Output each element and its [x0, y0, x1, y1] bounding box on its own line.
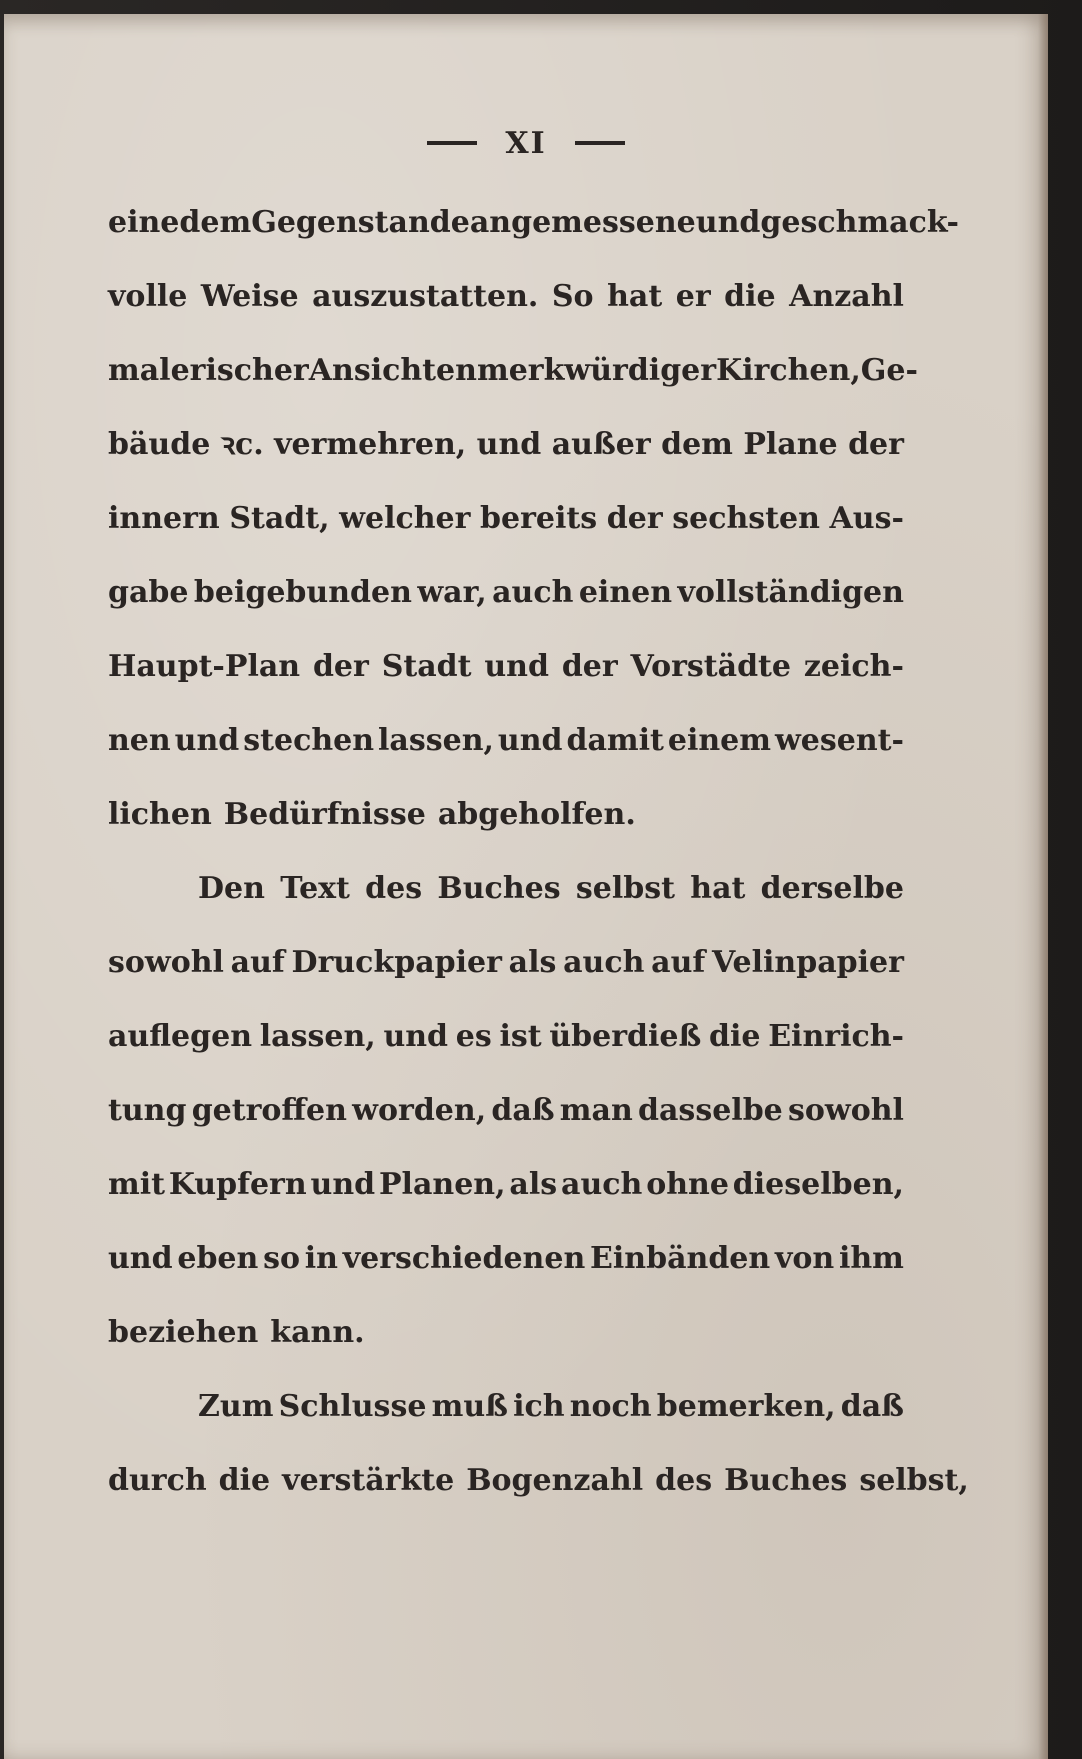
- word: daß: [840, 1389, 904, 1424]
- word: nen: [108, 723, 171, 758]
- word: hat: [690, 871, 746, 906]
- text-line: [108, 408, 904, 482]
- word: dem: [661, 427, 733, 462]
- word: lassen,: [378, 723, 494, 758]
- text-line: [108, 1074, 904, 1148]
- word: Buches: [724, 1463, 848, 1498]
- word: Anzahl: [789, 279, 904, 314]
- book-page: [4, 14, 1048, 1759]
- word: Weise: [200, 279, 299, 314]
- word: die: [218, 1463, 271, 1498]
- word: malerischer: [108, 353, 309, 388]
- page-header: [4, 118, 1048, 168]
- word: Einrich-: [768, 1019, 904, 1054]
- word: man: [559, 1093, 633, 1128]
- text-line: [108, 186, 959, 260]
- header-dash-right: [575, 141, 625, 145]
- word: als: [509, 1167, 558, 1202]
- word: des: [365, 871, 423, 906]
- word: der: [848, 427, 904, 462]
- word: wesent-: [774, 723, 904, 758]
- word: bäude: [108, 427, 211, 462]
- word: Gegenstande: [251, 205, 470, 240]
- word: Schlusse: [278, 1389, 427, 1424]
- word: war,: [417, 575, 487, 610]
- word: ist: [499, 1019, 542, 1054]
- word: verstärkte: [282, 1463, 455, 1498]
- word: worden,: [352, 1093, 487, 1128]
- word: und: [695, 205, 761, 240]
- word: Druckpapier: [291, 945, 502, 980]
- word: sechsten: [672, 501, 820, 536]
- word: durch: [108, 1463, 207, 1498]
- word: vollständigen: [677, 575, 904, 610]
- word: außer: [551, 427, 651, 462]
- word: innern: [108, 501, 220, 536]
- word: so: [263, 1241, 300, 1276]
- word: auf: [230, 945, 285, 980]
- word: und: [383, 1019, 449, 1054]
- word: Kirchen,: [716, 353, 861, 388]
- word: die: [709, 1019, 761, 1054]
- word: einen: [578, 575, 673, 610]
- word: auf: [651, 945, 706, 980]
- word: bereits: [480, 501, 598, 536]
- word: tung: [108, 1093, 187, 1128]
- word: lassen,: [259, 1019, 376, 1054]
- word: eine: [108, 205, 180, 240]
- word: Vorstädte: [630, 649, 791, 684]
- word: gabe: [108, 575, 189, 610]
- word: der: [561, 649, 618, 684]
- page-edge-shadow: [1038, 14, 1048, 1759]
- word: Haupt-Plan: [108, 649, 301, 684]
- word: und: [484, 649, 549, 684]
- word: volle: [108, 279, 188, 314]
- word: Den: [198, 871, 265, 906]
- text-line: [108, 1222, 904, 1296]
- word: daß: [491, 1093, 555, 1128]
- word: kann.: [270, 1315, 365, 1350]
- word: Buches: [437, 871, 561, 906]
- paragraph: [108, 852, 904, 1370]
- word: der: [312, 649, 369, 684]
- word: beziehen: [108, 1315, 259, 1350]
- text-line: [108, 1444, 969, 1518]
- word: verschiedenen: [342, 1241, 586, 1276]
- word: auch: [563, 945, 645, 980]
- word: und: [476, 427, 542, 462]
- text-line: [108, 556, 904, 630]
- word: auch: [492, 575, 574, 610]
- word: Bedürfnisse: [223, 797, 426, 832]
- word: merkwürdiger: [476, 353, 717, 388]
- word: noch: [569, 1389, 652, 1424]
- text-line: [108, 260, 904, 334]
- word: beigebunden: [193, 575, 412, 610]
- word: vermehren,: [274, 427, 467, 462]
- word: getroffen: [191, 1093, 347, 1128]
- text-line: [108, 778, 904, 852]
- text-line: [108, 704, 904, 778]
- word: eben: [177, 1241, 259, 1276]
- word: derselbe: [760, 871, 904, 906]
- text-line: [108, 1370, 904, 1444]
- word: Ansichten: [308, 353, 477, 388]
- word: mit: [108, 1167, 165, 1202]
- word: Ge-: [860, 353, 918, 388]
- word: hat: [607, 279, 663, 314]
- word: ich: [513, 1389, 565, 1424]
- word: und: [310, 1167, 376, 1202]
- text-line: [108, 630, 904, 704]
- word: Stadt,: [229, 501, 330, 536]
- word: Stadt: [381, 649, 472, 684]
- word: Kupfern: [168, 1167, 307, 1202]
- word: auch: [561, 1167, 643, 1202]
- text-line: [108, 1000, 904, 1074]
- word: zeich-: [803, 649, 904, 684]
- text-line: [108, 334, 918, 408]
- word: Aus-: [829, 501, 904, 536]
- word: Zum: [198, 1389, 274, 1424]
- body-text: [108, 186, 969, 1518]
- page-number: XI: [505, 125, 547, 161]
- word: überdieß: [549, 1019, 702, 1054]
- word: des: [655, 1463, 713, 1498]
- word: lichen: [108, 797, 212, 832]
- word: dem: [179, 205, 252, 240]
- word: und: [497, 723, 563, 758]
- word: bemerken,: [656, 1389, 836, 1424]
- word: damit: [566, 723, 664, 758]
- word: und: [174, 723, 240, 758]
- word: dasselbe: [638, 1093, 783, 1128]
- text-line: [108, 1296, 904, 1370]
- word: auszustatten.: [312, 279, 539, 314]
- word: sowohl: [108, 945, 224, 980]
- word: die: [724, 279, 776, 314]
- word: muß: [431, 1389, 508, 1424]
- word: einem: [667, 723, 771, 758]
- word: er: [675, 279, 711, 314]
- word: in: [304, 1241, 338, 1276]
- word: welcher: [339, 501, 471, 536]
- header-dash-left: [427, 141, 477, 145]
- paragraph: [108, 1370, 969, 1518]
- text-line: [108, 926, 904, 1000]
- word: sowohl: [787, 1093, 904, 1128]
- word: und: [108, 1241, 173, 1276]
- word: dieselben,: [732, 1167, 904, 1202]
- word: Text: [280, 871, 350, 906]
- word: selbst,: [859, 1463, 969, 1498]
- word: Velinpapier: [712, 945, 904, 980]
- word: stechen: [243, 723, 375, 758]
- word: So: [551, 279, 594, 314]
- word: Einbänden: [590, 1241, 771, 1276]
- word: abgeholfen.: [437, 797, 636, 832]
- word: geschmack-: [760, 205, 959, 240]
- text-line: [108, 1148, 904, 1222]
- word: Bogenzahl: [466, 1463, 644, 1498]
- word: auflegen: [108, 1019, 253, 1054]
- word: Planen,: [379, 1167, 506, 1202]
- word: der: [606, 501, 663, 536]
- word: es: [455, 1019, 492, 1054]
- paragraph: [108, 186, 959, 852]
- word: Plane: [743, 427, 838, 462]
- word: ohne: [646, 1167, 729, 1202]
- word: von: [774, 1241, 835, 1276]
- word: als: [508, 945, 557, 980]
- word: angemessene: [469, 205, 696, 240]
- word: ihm: [838, 1241, 904, 1276]
- text-line: [108, 482, 904, 556]
- word: selbst: [575, 871, 675, 906]
- text-line: [108, 852, 904, 926]
- word: ꝛc.: [220, 427, 264, 462]
